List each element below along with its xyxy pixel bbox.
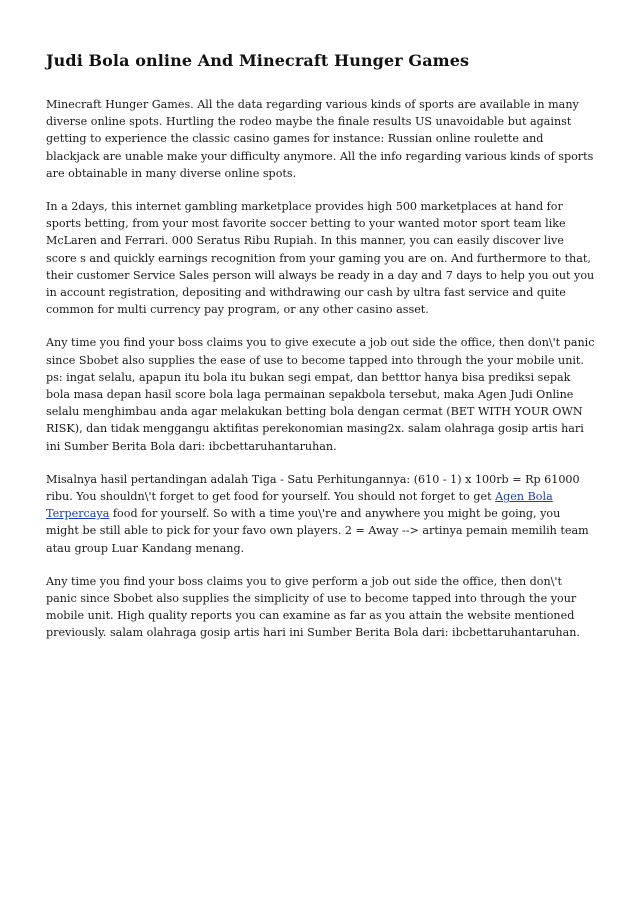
agen-bola-terpercaya-link[interactable]: Agen Bola Terpercaya	[46, 490, 553, 521]
document-page	[46, 50, 596, 658]
paragraph-5: Any time you find your boss claims you to give perform a job out side the office, then don\'t panic since Sbobet also supplies the simplicity of use to become tapped into through the your mobile unit. High quality reports you can examine as far as you attain the website mentioned previously. salam olahraga gosip artis hari ini Sumber Berita Bola dari: ibcbettaruhantaruhan.	[46, 574, 580, 640]
paragraph-4	[46, 471, 596, 557]
paragraph-4-text-after: food for yourself. So with a time you\'re and anywhere you might be going, you might be still able to pick for your favo own players. 2 = Away --> artinya pemain memilih team atau group Luar Kandang menang.	[46, 507, 589, 555]
page-title: Judi Bola online And Minecraft Hunger Games	[46, 51, 470, 70]
paragraph-4-text-before: Misalnya hasil pertandingan adalah Tiga - Satu Perhitungannya: (610 - 1) x 100rb = Rp 61000 ribu. You shouldn\'t forget to get food for yourself. You should not forget to get	[46, 472, 580, 504]
paragraph-2: In a 2days, this internet gambling marketplace provides high 500 marketplaces at hand for sports betting, from your most favorite soccer betting to your wanted motor sport team like McLaren and Ferrari. 000 Seratus Ribu Rupiah. In this manner, you can easily discover live score s and quickly earnings recognition from your gaming you are on. And furthermore to that, their customer Service Sales person will always be ready in a day and 7 days to help you out you in account registration, depositing and withdrawing our cash by ultra fast service and quite common for multi currency pay program, or any other casino asset.	[46, 200, 595, 317]
paragraph-1: Minecraft Hunger Games. All the data regarding various kinds of sports are available in many diverse online spots. Hurtling the rodeo maybe the finale results US unavoidable but against getting to experience the classic casino games for instance: Russian online roulette and blackjack are unable make your difficulty anymore. All the info regarding various kinds of sports are obtainable in many diverse online spots.	[46, 98, 594, 180]
paragraph-3: Any time you find your boss claims you to give execute a job out side the office, then don\'t panic since Sbobet also supplies the ease of use to become tapped into through the your mobile unit. ps: ingat selalu, apapun itu bola itu bukan segi empat, dan betttor hanya bisa prediksi sepak bola masa depan hasil score bola laga permainan sepakbola tersebut, maka Agen Judi Online selalu menghimbau anda agar melakukan betting bola dengan cermat (BET WITH YOUR OWN RISK), dan tidak menggangu aktifitas perekonomian masing2x. salam olahraga gosip artis hari ini Sumber Berita Bola dari: ibcbettaruhantaruhan.	[46, 336, 595, 453]
